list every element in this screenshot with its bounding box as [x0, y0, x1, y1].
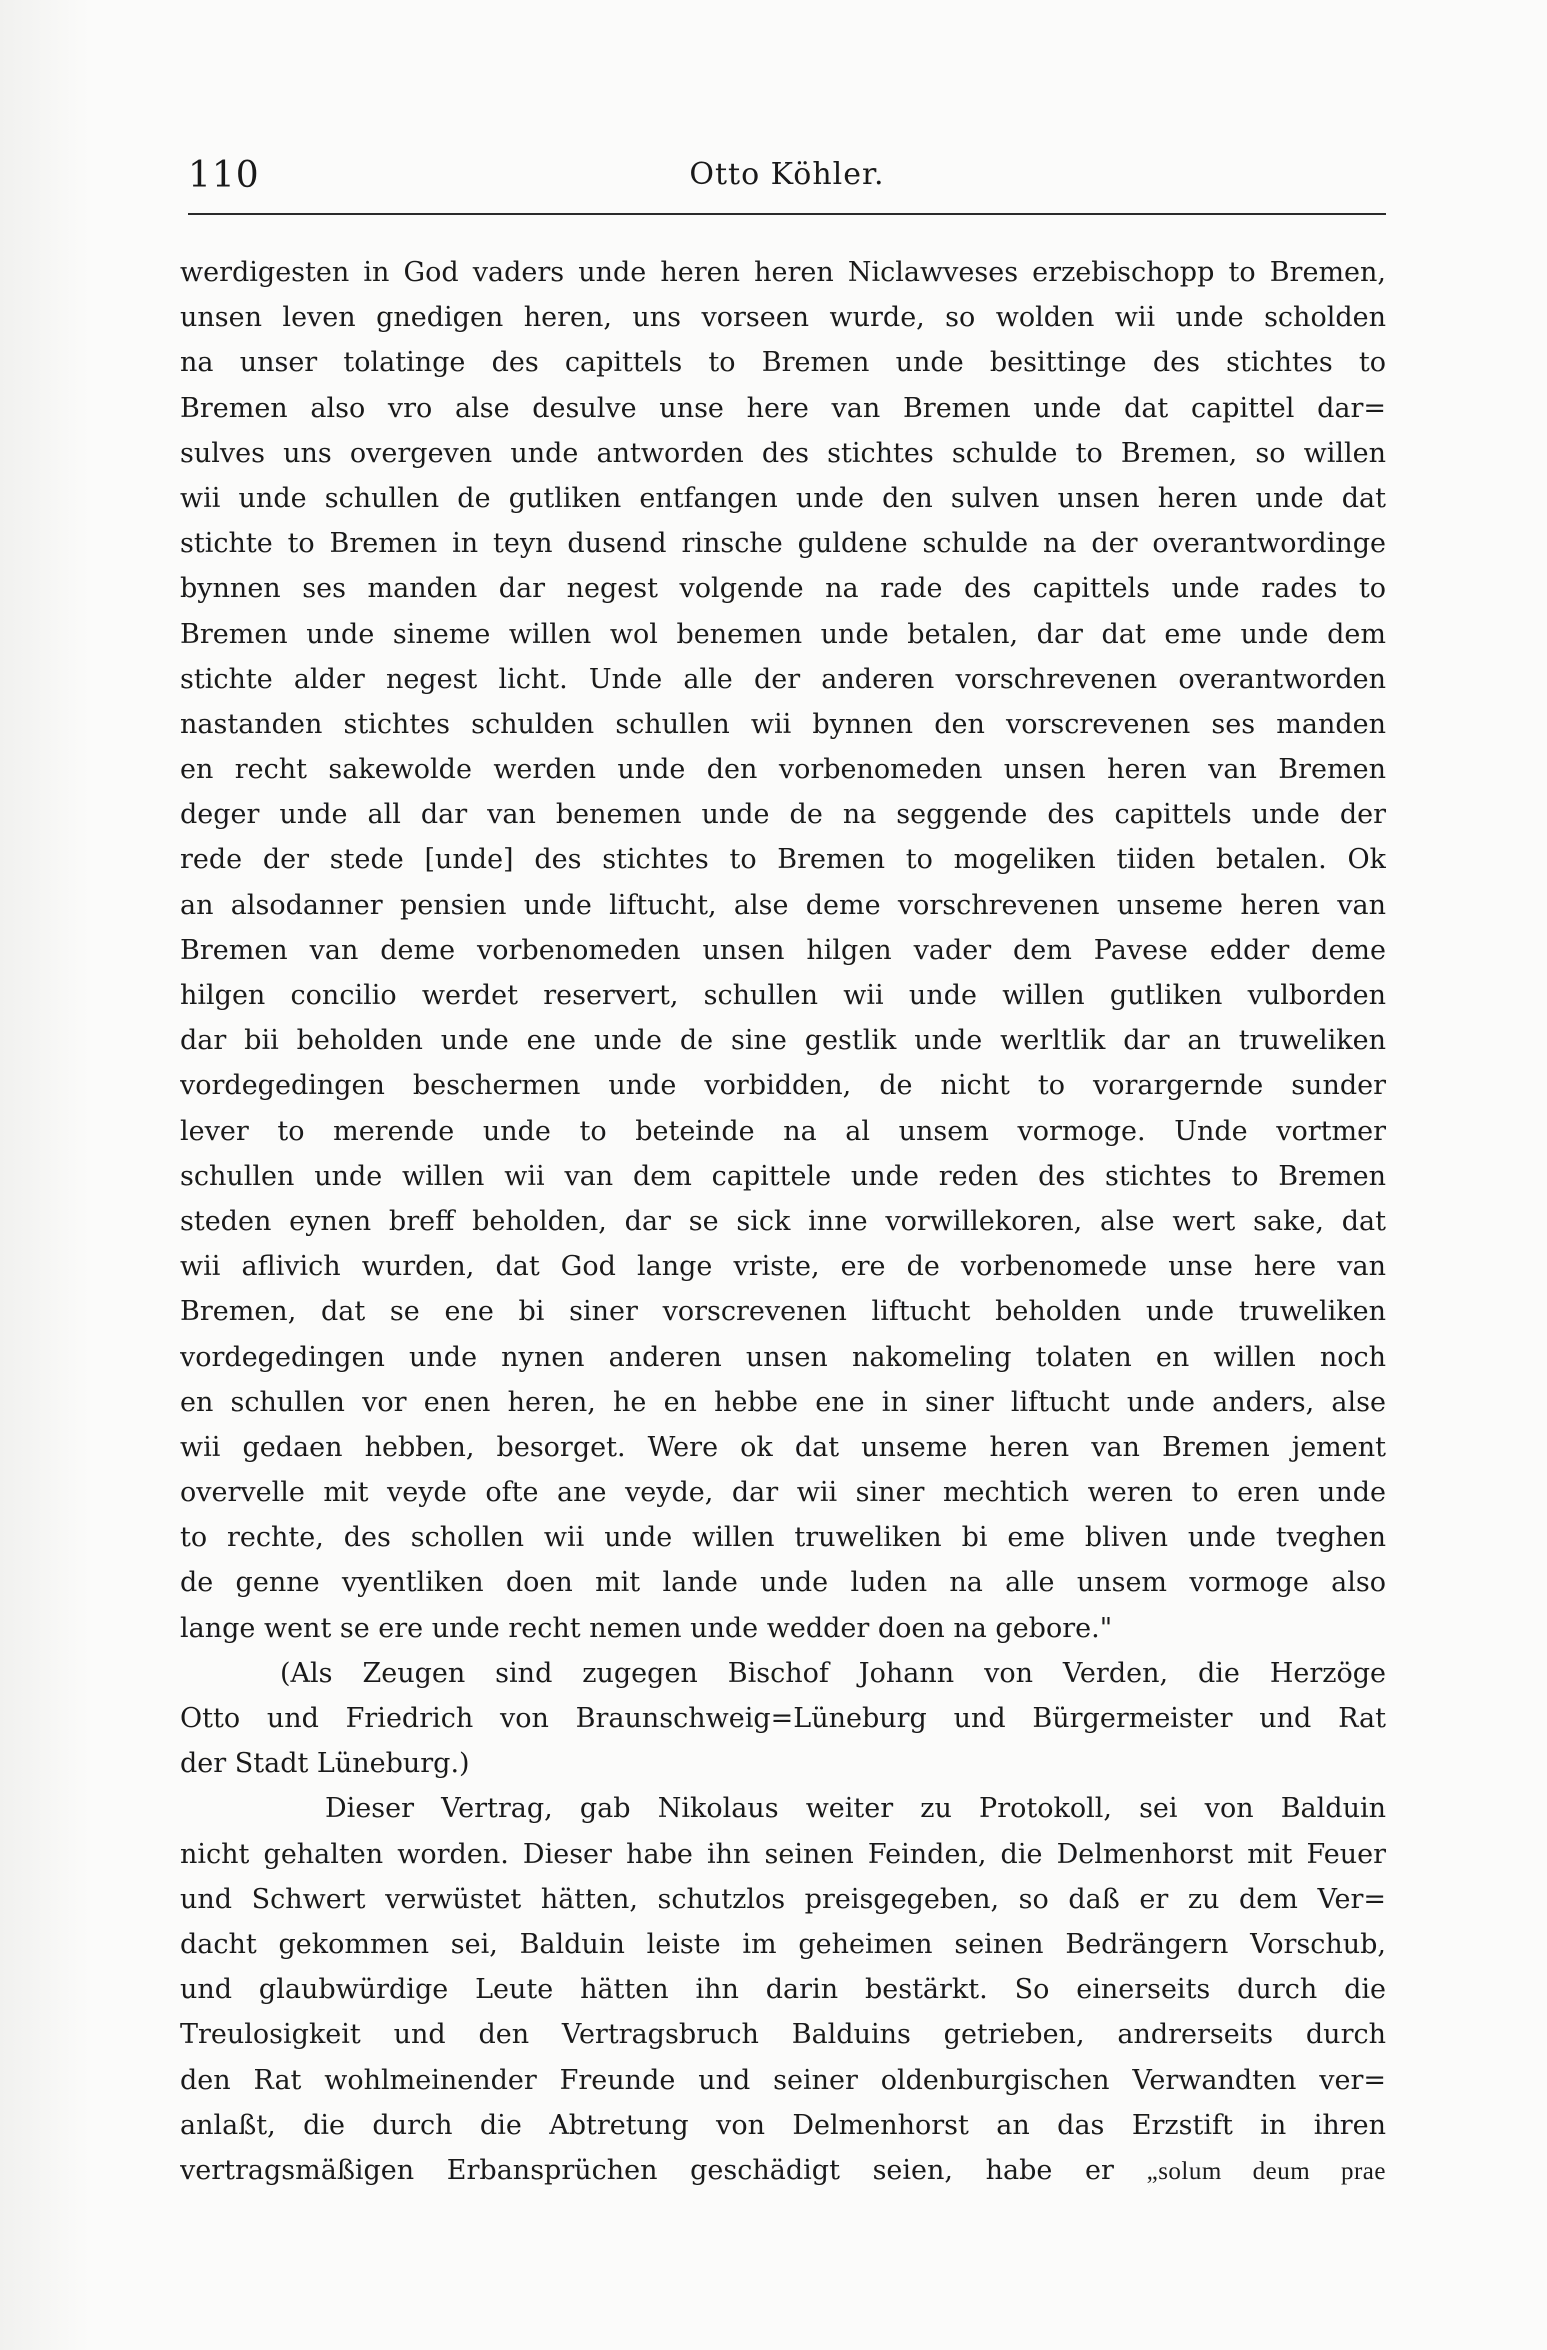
page-header — [188, 155, 1386, 215]
final-line-german: vertragsmäßigen Erbansprüchen geschädigt seien, habe er — [180, 2154, 1147, 2186]
text-line: stichte to Bremen in teyn dusend rinsche guldene schulde na der overantwordinge — [180, 528, 1386, 560]
text-line: lange went se ere unde recht nemen unde wedder doen na gebore." — [180, 1612, 1113, 1644]
text-line: en schullen vor enen heren, he en hebbe ene in siner liftucht unde anders, alse — [180, 1386, 1386, 1418]
text-line: den Rat wohlmeinender Freunde und seiner oldenburgischen Verwandten ver= — [180, 2064, 1386, 2096]
page-number: 110 — [188, 155, 260, 196]
text-line: wii gedaen hebben, besorget. Were ok dat unseme heren van Bremen jement — [180, 1431, 1386, 1463]
text-line: vordegedingen unde nynen anderen unsen nakomeling tolaten en willen noch — [180, 1341, 1386, 1373]
text-line: anlaßt, die durch die Abtretung von Delmenhorst an das Erzstift in ihren — [180, 2109, 1386, 2141]
text-line: Dieser Vertrag, gab Nikolaus weiter zu Protokoll, sei von Balduin — [325, 1793, 1386, 1825]
text-line: dar bii beholden unde ene unde de sine gestlik unde werltlik dar an truweliken — [180, 1025, 1386, 1057]
text-line-final — [180, 2148, 1386, 2193]
text-line: Bremen unde sineme willen wol benemen unde betalen, dar dat eme unde dem — [180, 618, 1386, 650]
text-line: Treulosigkeit und den Vertragsbruch Balduins getrieben, andrerseits durch — [180, 2019, 1386, 2051]
text-line: und glaubwürdige Leute hätten ihn darin bestärkt. So einerseits durch die — [180, 1974, 1386, 2006]
text-line: na unser tolatinge des capittels to Bremen unde besittinge des stichtes to — [180, 347, 1386, 379]
text-line: an alsodanner pensien unde liftucht, alse deme vorschrevenen unseme heren van — [180, 889, 1386, 921]
text-line: to rechte, des schollen wii unde willen truweliken bi eme bliven unde tveghen — [180, 1522, 1386, 1554]
text-line: sulves uns overgeven unde antworden des stichtes schulde to Bremen, so willen — [180, 437, 1386, 469]
text-line: und Schwert verwüstet hätten, schutzlos preisgegeben, so daß er zu dem Ver= — [180, 1883, 1386, 1915]
text-line: unsen leven gnedigen heren, uns vorseen wurde, so wolden wii unde scholden — [180, 302, 1386, 334]
header-rule — [188, 213, 1386, 215]
text-line: steden eynen breff beholden, dar se sick inne vorwillekoren, alse wert sake, dat — [180, 1205, 1386, 1237]
text-line: schullen unde willen wii van dem capittele unde reden des stichtes to Bremen — [180, 1160, 1386, 1192]
text-line: nastanden stichtes schulden schullen wii bynnen den vorscrevenen ses manden — [180, 708, 1386, 740]
text-line: vordegedingen beschermen unde vorbidden, de nicht to vorargernde sunder — [180, 1070, 1386, 1102]
text-line: Bremen also vro alse desulve unse here van Bremen unde dat capittel dar= — [180, 392, 1386, 424]
text-line: der Stadt Lüneburg.) — [180, 1748, 470, 1780]
text-line: dacht gekommen sei, Balduin leiste im geheimen seinen Bedrängern Vorschub, — [180, 1928, 1386, 1960]
text-line: stichte alder negest licht. Unde alle der anderen vorschrevenen overantworden — [180, 663, 1386, 695]
text-line: bynnen ses manden dar negest volgende na rade des capittels unde rades to — [180, 573, 1386, 605]
text-line: Bremen van deme vorbenomeden unsen hilgen vader dem Pavese edder deme — [180, 934, 1386, 966]
text-line: deger unde all dar van benemen unde de na seggende des capittels unde der — [180, 799, 1386, 831]
text-line: wii aflivich wurden, dat God lange vriste, ere de vorbenomede unse here van — [180, 1251, 1386, 1283]
text-line: lever to merende unde to beteinde na al unsem vormoge. Unde vortmer — [180, 1115, 1386, 1147]
text-line: en recht sakewolde werden unde den vorbenomeden unsen heren van Bremen — [180, 754, 1386, 786]
text-line: Otto und Friedrich von Braunschweig=Lüneburg und Bürgermeister und Rat — [180, 1703, 1386, 1734]
body-text — [180, 250, 1386, 2193]
scan-edge — [0, 0, 90, 2350]
running-head: Otto Köhler. — [689, 157, 885, 192]
text-line: de genne vyentliken doen mit lande unde luden na alle unsem vormoge also — [180, 1567, 1386, 1599]
text-line: overvelle mit veyde ofte ane veyde, dar wii siner mechtich weren to eren unde — [180, 1477, 1386, 1509]
text-line: wii unde schullen de gutliken entfangen unde den sulven unsen heren unde dat — [180, 482, 1386, 514]
text-line: rede der stede [unde] des stichtes to Bremen to mogeliken tiiden betalen. Ok — [180, 844, 1386, 876]
text-line: werdigesten in God vaders unde heren heren Niclawveses erzebischopp to Bremen, — [180, 257, 1386, 288]
final-line-latin: „solum deum prae — [1146, 2157, 1386, 2185]
text-line: (Als Zeugen sind zugegen Bischof Johann von Verden, die Herzöge — [280, 1657, 1386, 1689]
text-line: hilgen concilio werdet reservert, schullen wii unde willen gutliken vulborden — [180, 980, 1386, 1011]
text-line: nicht gehalten worden. Dieser habe ihn seinen Feinden, die Delmenhorst mit Feuer — [180, 1838, 1386, 1870]
text-line: Bremen, dat se ene bi siner vorscrevenen liftucht beholden unde truweliken — [180, 1296, 1386, 1328]
